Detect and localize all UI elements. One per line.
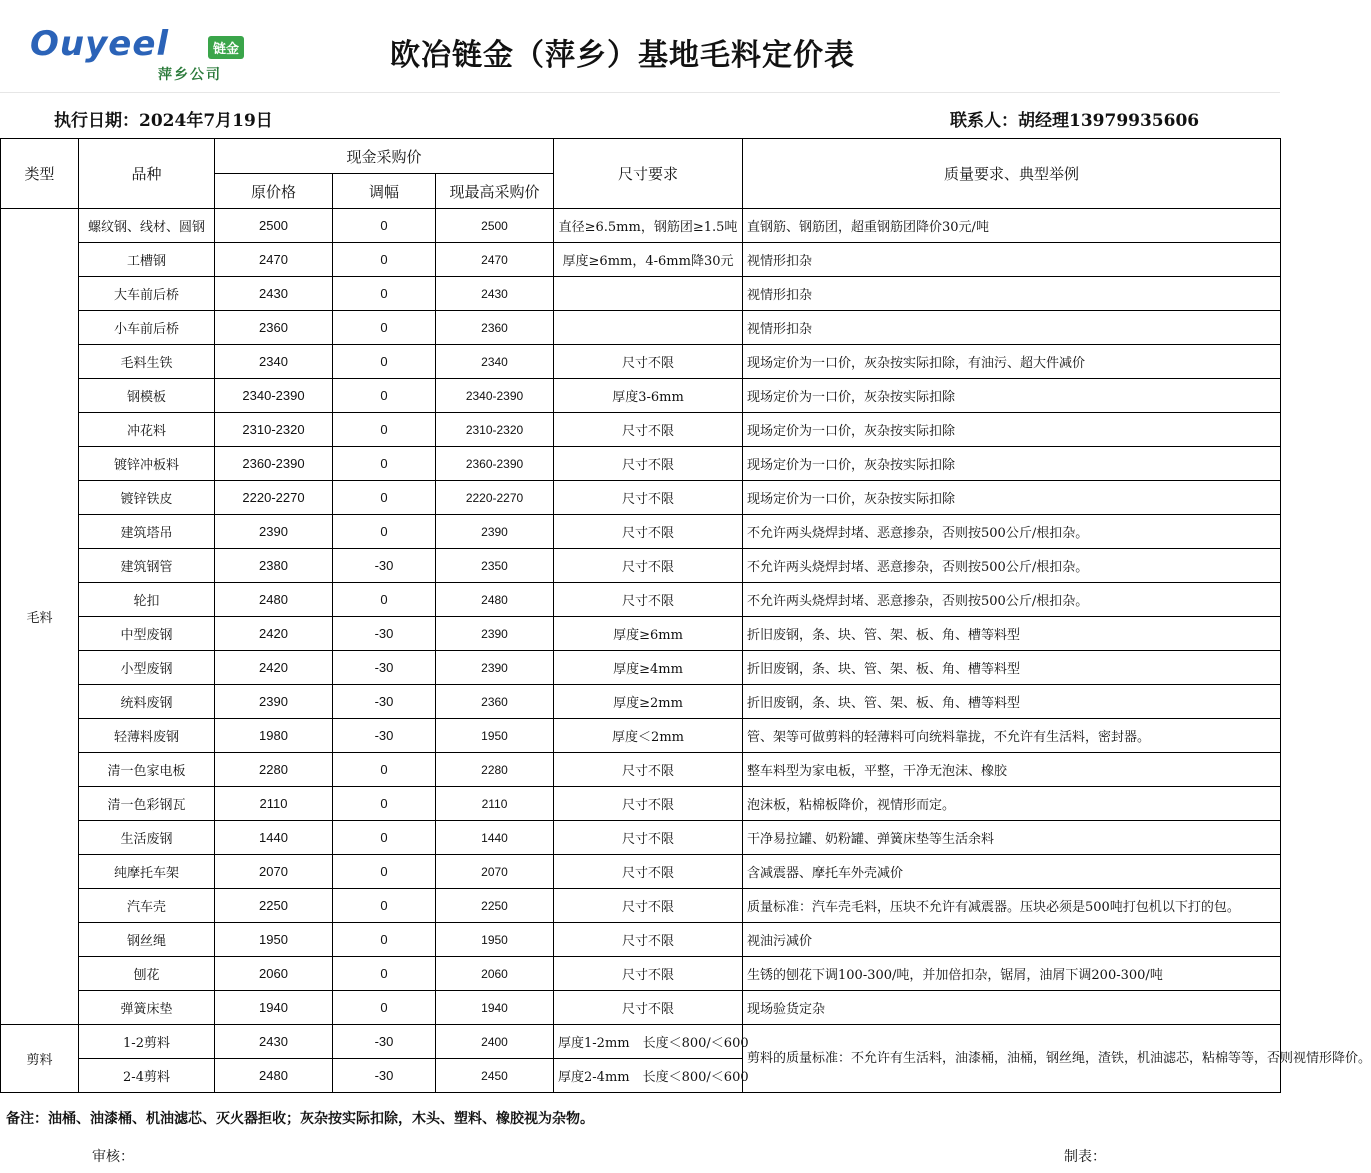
review-signature: 审核：	[92, 1149, 134, 1165]
cut-quality-requirement-cell: 剪料的质量标准：不允许有生活料，油漆桶，油桶，钢丝绳，渣铁，机油滤芯，粘棉等等，否则视情形降价。	[743, 1025, 1281, 1093]
adjustment-cell: 0	[333, 991, 436, 1025]
variety-cell: 建筑钢管	[79, 549, 215, 583]
adjustment-cell: -30	[333, 685, 436, 719]
size-requirement-cell: 尺寸不限	[554, 753, 743, 787]
original-price-cell: 2220-2270	[215, 481, 333, 515]
variety-cell: 轻薄料废钢	[79, 719, 215, 753]
size-requirement-cell: 厚度1-2mm 长度＜800/＜600	[554, 1025, 743, 1059]
table-row	[1, 821, 1281, 855]
table-body	[1, 209, 1371, 1093]
table-row	[1, 549, 1281, 583]
table-row	[1, 787, 1281, 821]
quality-requirement-cell: 视情形扣杂	[743, 277, 1281, 311]
original-price-cell: 2070	[215, 855, 333, 889]
header-cash-price: 现金采购价	[215, 139, 554, 174]
size-requirement-cell: 尺寸不限	[554, 447, 743, 481]
original-price-cell: 1980	[215, 719, 333, 753]
variety-cell: 工槽钢	[79, 243, 215, 277]
size-requirement-cell: 尺寸不限	[554, 889, 743, 923]
original-price-cell: 2390	[215, 515, 333, 549]
quality-requirement-cell: 泡沫板，粘棉板降价，视情形而定。	[743, 787, 1281, 821]
variety-cell: 1-2剪料	[79, 1025, 215, 1059]
adjustment-cell: 0	[333, 957, 436, 991]
table-row	[1, 447, 1281, 481]
original-price-cell: 2420	[215, 617, 333, 651]
size-requirement-cell: 厚度2-4mm 长度＜800/＜600	[554, 1059, 743, 1093]
current-max-price-cell: 1940	[436, 991, 554, 1025]
table-row	[1, 311, 1281, 345]
original-price-cell: 1950	[215, 923, 333, 957]
original-price-cell: 2110	[215, 787, 333, 821]
adjustment-cell: 0	[333, 753, 436, 787]
adjustment-cell: 0	[333, 855, 436, 889]
page-header	[0, 0, 1280, 93]
quality-requirement-cell: 现场验货定杂	[743, 991, 1281, 1025]
quality-requirement-cell: 管、架等可做剪料的轻薄料可向统料靠拢，不允许有生活料，密封器。	[743, 719, 1281, 753]
original-price-cell: 2430	[215, 277, 333, 311]
size-requirement-cell: 厚度≥4mm	[554, 651, 743, 685]
table-row	[1, 855, 1281, 889]
original-price-cell: 2480	[215, 1059, 333, 1093]
table-row	[1, 209, 1281, 243]
current-max-price-cell: 1950	[436, 923, 554, 957]
quality-requirement-cell: 直钢筋、钢筋团，超重钢筋团降价30元/吨	[743, 209, 1281, 243]
current-max-price-cell: 2500	[436, 209, 554, 243]
size-requirement-cell: 尺寸不限	[554, 855, 743, 889]
adjustment-cell: 0	[333, 243, 436, 277]
current-max-price-cell: 2340-2390	[436, 379, 554, 413]
header-size: 尺寸要求	[554, 139, 743, 209]
quality-requirement-cell: 现场定价为一口价，灰杂按实际扣除，有油污、超大件减价	[743, 345, 1281, 379]
original-price-cell: 2360	[215, 311, 333, 345]
table-row	[1, 481, 1281, 515]
table-row	[1, 413, 1281, 447]
variety-cell: 小车前后桥	[79, 311, 215, 345]
contact-person: 联系人：胡经理13979935606	[950, 111, 1200, 131]
adjustment-cell: -30	[333, 617, 436, 651]
execution-date: 执行日期：2024年7月19日	[54, 111, 273, 131]
original-price-cell: 2380	[215, 549, 333, 583]
current-max-price-cell: 2220-2270	[436, 481, 554, 515]
adjustment-cell: -30	[333, 1059, 436, 1093]
variety-cell: 2-4剪料	[79, 1059, 215, 1093]
header-current-max: 现最高采购价	[436, 174, 554, 209]
current-max-price-cell: 2390	[436, 515, 554, 549]
variety-cell: 镀锌冲板料	[79, 447, 215, 481]
variety-cell: 轮扣	[79, 583, 215, 617]
category-raw-material: 毛料	[1, 209, 79, 1025]
adjustment-cell: 0	[333, 345, 436, 379]
adjustment-cell: 0	[333, 277, 436, 311]
table-row	[1, 515, 1281, 549]
quality-requirement-cell: 不允许两头烧焊封堵、恶意掺杂，否则按500公斤/根扣杂。	[743, 515, 1281, 549]
page-title: 欧冶链金（萍乡）基地毛料定价表	[390, 38, 855, 73]
size-requirement-cell: 尺寸不限	[554, 787, 743, 821]
quality-requirement-cell: 不允许两头烧焊封堵、恶意掺杂，否则按500公斤/根扣杂。	[743, 549, 1281, 583]
variety-cell: 统料废钢	[79, 685, 215, 719]
adjustment-cell: 0	[333, 787, 436, 821]
table-row	[1, 719, 1281, 753]
adjustment-cell: 0	[333, 447, 436, 481]
current-max-price-cell: 2310-2320	[436, 413, 554, 447]
price-table	[0, 138, 1371, 1093]
current-max-price-cell: 2390	[436, 651, 554, 685]
quality-requirement-cell: 现场定价为一口价，灰杂按实际扣除	[743, 379, 1281, 413]
current-max-price-cell: 2470	[436, 243, 554, 277]
size-requirement-cell: 尺寸不限	[554, 549, 743, 583]
size-requirement-cell: 尺寸不限	[554, 413, 743, 447]
table-row	[1, 685, 1281, 719]
table-row	[1, 277, 1281, 311]
maker-signature: 制表：	[1064, 1149, 1106, 1165]
variety-cell: 钢丝绳	[79, 923, 215, 957]
variety-cell: 汽车壳	[79, 889, 215, 923]
table-row	[1, 923, 1281, 957]
header-type: 类型	[1, 139, 79, 209]
quality-requirement-cell: 含减震器、摩托车外壳减价	[743, 855, 1281, 889]
current-max-price-cell: 2360	[436, 685, 554, 719]
current-max-price-cell: 2280	[436, 753, 554, 787]
variety-cell: 建筑塔吊	[79, 515, 215, 549]
variety-cell: 弹簧床垫	[79, 991, 215, 1025]
current-max-price-cell: 2480	[436, 583, 554, 617]
current-max-price-cell: 2360	[436, 311, 554, 345]
adjustment-cell: 0	[333, 481, 436, 515]
quality-requirement-cell: 不允许两头烧焊封堵、恶意掺杂，否则按500公斤/根扣杂。	[743, 583, 1281, 617]
adjustment-cell: 0	[333, 821, 436, 855]
original-price-cell: 2390	[215, 685, 333, 719]
header-quality: 质量要求、典型举例	[743, 139, 1281, 209]
company-logo	[30, 24, 270, 84]
size-requirement-cell: 直径≥6.5mm，钢筋团≥1.5吨	[554, 209, 743, 243]
original-price-cell: 2310-2320	[215, 413, 333, 447]
table-row	[1, 957, 1281, 991]
variety-cell: 纯摩托车架	[79, 855, 215, 889]
original-price-cell: 2340	[215, 345, 333, 379]
original-price-cell: 2430	[215, 1025, 333, 1059]
table-row	[1, 583, 1281, 617]
original-price-cell: 2340-2390	[215, 379, 333, 413]
logo-badge: 链金	[208, 36, 244, 59]
table-row	[1, 991, 1281, 1025]
adjustment-cell: -30	[333, 1025, 436, 1059]
quality-requirement-cell: 折旧废钢，条、块、管、架、板、角、槽等料型	[743, 685, 1281, 719]
quality-requirement-cell: 折旧废钢，条、块、管、架、板、角、槽等料型	[743, 651, 1281, 685]
quality-requirement-cell: 现场定价为一口价，灰杂按实际扣除	[743, 481, 1281, 515]
original-price-cell: 2060	[215, 957, 333, 991]
quality-requirement-cell: 现场定价为一口价，灰杂按实际扣除	[743, 447, 1281, 481]
current-max-price-cell: 2360-2390	[436, 447, 554, 481]
quality-requirement-cell: 现场定价为一口价，灰杂按实际扣除	[743, 413, 1281, 447]
size-requirement-cell: 尺寸不限	[554, 991, 743, 1025]
variety-cell: 清一色家电板	[79, 753, 215, 787]
variety-cell: 螺纹钢、线材、圆钢	[79, 209, 215, 243]
table-row	[1, 1025, 1281, 1059]
table-row	[1, 243, 1281, 277]
quality-requirement-cell: 整车料型为家电板，平整，干净无泡沫、橡胶	[743, 753, 1281, 787]
adjustment-cell: 0	[333, 311, 436, 345]
size-requirement-cell: 厚度＜2mm	[554, 719, 743, 753]
variety-cell: 镀锌铁皮	[79, 481, 215, 515]
variety-cell: 毛料生铁	[79, 345, 215, 379]
adjustment-cell: 0	[333, 209, 436, 243]
size-requirement-cell: 尺寸不限	[554, 583, 743, 617]
size-requirement-cell: 尺寸不限	[554, 957, 743, 991]
size-requirement-cell: 尺寸不限	[554, 345, 743, 379]
variety-cell: 大车前后桥	[79, 277, 215, 311]
size-requirement-cell: 厚度≥6mm，4-6mm降30元	[554, 243, 743, 277]
table-row	[1, 379, 1281, 413]
variety-cell: 中型废钢	[79, 617, 215, 651]
current-max-price-cell: 1440	[436, 821, 554, 855]
quality-requirement-cell: 质量标准：汽车壳毛料，压块不允许有减震器。压块必须是500吨打包机以下打的包。	[743, 889, 1281, 923]
adjustment-cell: 0	[333, 583, 436, 617]
logo-wordmark: Ouyeel	[30, 24, 170, 64]
category-cut-material: 剪料	[1, 1025, 79, 1093]
quality-requirement-cell: 干净易拉罐、奶粉罐、弹簧床垫等生活余料	[743, 821, 1281, 855]
current-max-price-cell: 2400	[436, 1025, 554, 1059]
current-max-price-cell: 2390	[436, 617, 554, 651]
variety-cell: 生活废钢	[79, 821, 215, 855]
header-adjustment: 调幅	[333, 174, 436, 209]
variety-cell: 冲花料	[79, 413, 215, 447]
quality-requirement-cell: 视情形扣杂	[743, 243, 1281, 277]
current-max-price-cell: 2450	[436, 1059, 554, 1093]
adjustment-cell: -30	[333, 549, 436, 583]
table-row	[1, 889, 1281, 923]
size-requirement-cell: 尺寸不限	[554, 923, 743, 957]
original-price-cell: 1440	[215, 821, 333, 855]
adjustment-cell: -30	[333, 651, 436, 685]
header-original-price: 原价格	[215, 174, 333, 209]
size-requirement-cell: 尺寸不限	[554, 515, 743, 549]
original-price-cell: 2250	[215, 889, 333, 923]
current-max-price-cell: 2110	[436, 787, 554, 821]
quality-requirement-cell: 生锈的刨花下调100-300/吨，并加倍扣杂，锯屑，油屑下调200-300/吨	[743, 957, 1281, 991]
current-max-price-cell: 2070	[436, 855, 554, 889]
variety-cell: 清一色彩钢瓦	[79, 787, 215, 821]
variety-cell: 小型废钢	[79, 651, 215, 685]
quality-requirement-cell: 视情形扣杂	[743, 311, 1281, 345]
original-price-cell: 1940	[215, 991, 333, 1025]
original-price-cell: 2420	[215, 651, 333, 685]
size-requirement-cell	[554, 311, 743, 345]
current-max-price-cell: 1950	[436, 719, 554, 753]
size-requirement-cell: 尺寸不限	[554, 821, 743, 855]
quality-requirement-cell: 视油污减价	[743, 923, 1281, 957]
table-row	[1, 651, 1281, 685]
original-price-cell: 2280	[215, 753, 333, 787]
header-variety: 品种	[79, 139, 215, 209]
adjustment-cell: 0	[333, 889, 436, 923]
adjustment-cell: 0	[333, 923, 436, 957]
table-row	[1, 345, 1281, 379]
size-requirement-cell: 厚度≥2mm	[554, 685, 743, 719]
original-price-cell: 2470	[215, 243, 333, 277]
current-max-price-cell: 2250	[436, 889, 554, 923]
adjustment-cell: 0	[333, 379, 436, 413]
size-requirement-cell	[554, 277, 743, 311]
current-max-price-cell: 2340	[436, 345, 554, 379]
size-requirement-cell: 尺寸不限	[554, 481, 743, 515]
current-max-price-cell: 2350	[436, 549, 554, 583]
original-price-cell: 2500	[215, 209, 333, 243]
adjustment-cell: 0	[333, 515, 436, 549]
original-price-cell: 2480	[215, 583, 333, 617]
adjustment-cell: -30	[333, 719, 436, 753]
current-max-price-cell: 2430	[436, 277, 554, 311]
table-row	[1, 617, 1281, 651]
size-requirement-cell: 厚度3-6mm	[554, 379, 743, 413]
size-requirement-cell: 厚度≥6mm	[554, 617, 743, 651]
table-row	[1, 753, 1281, 787]
variety-cell: 钢模板	[79, 379, 215, 413]
remarks-note: 备注：油桶、油漆桶、机油滤芯、灭火器拒收；灰杂按实际扣除，木头、塑料、橡胶视为杂物。	[6, 1111, 594, 1127]
adjustment-cell: 0	[333, 413, 436, 447]
variety-cell: 刨花	[79, 957, 215, 991]
logo-subtitle: 萍乡公司	[158, 67, 222, 83]
quality-requirement-cell: 折旧废钢，条、块、管、架、板、角、槽等料型	[743, 617, 1281, 651]
original-price-cell: 2360-2390	[215, 447, 333, 481]
current-max-price-cell: 2060	[436, 957, 554, 991]
